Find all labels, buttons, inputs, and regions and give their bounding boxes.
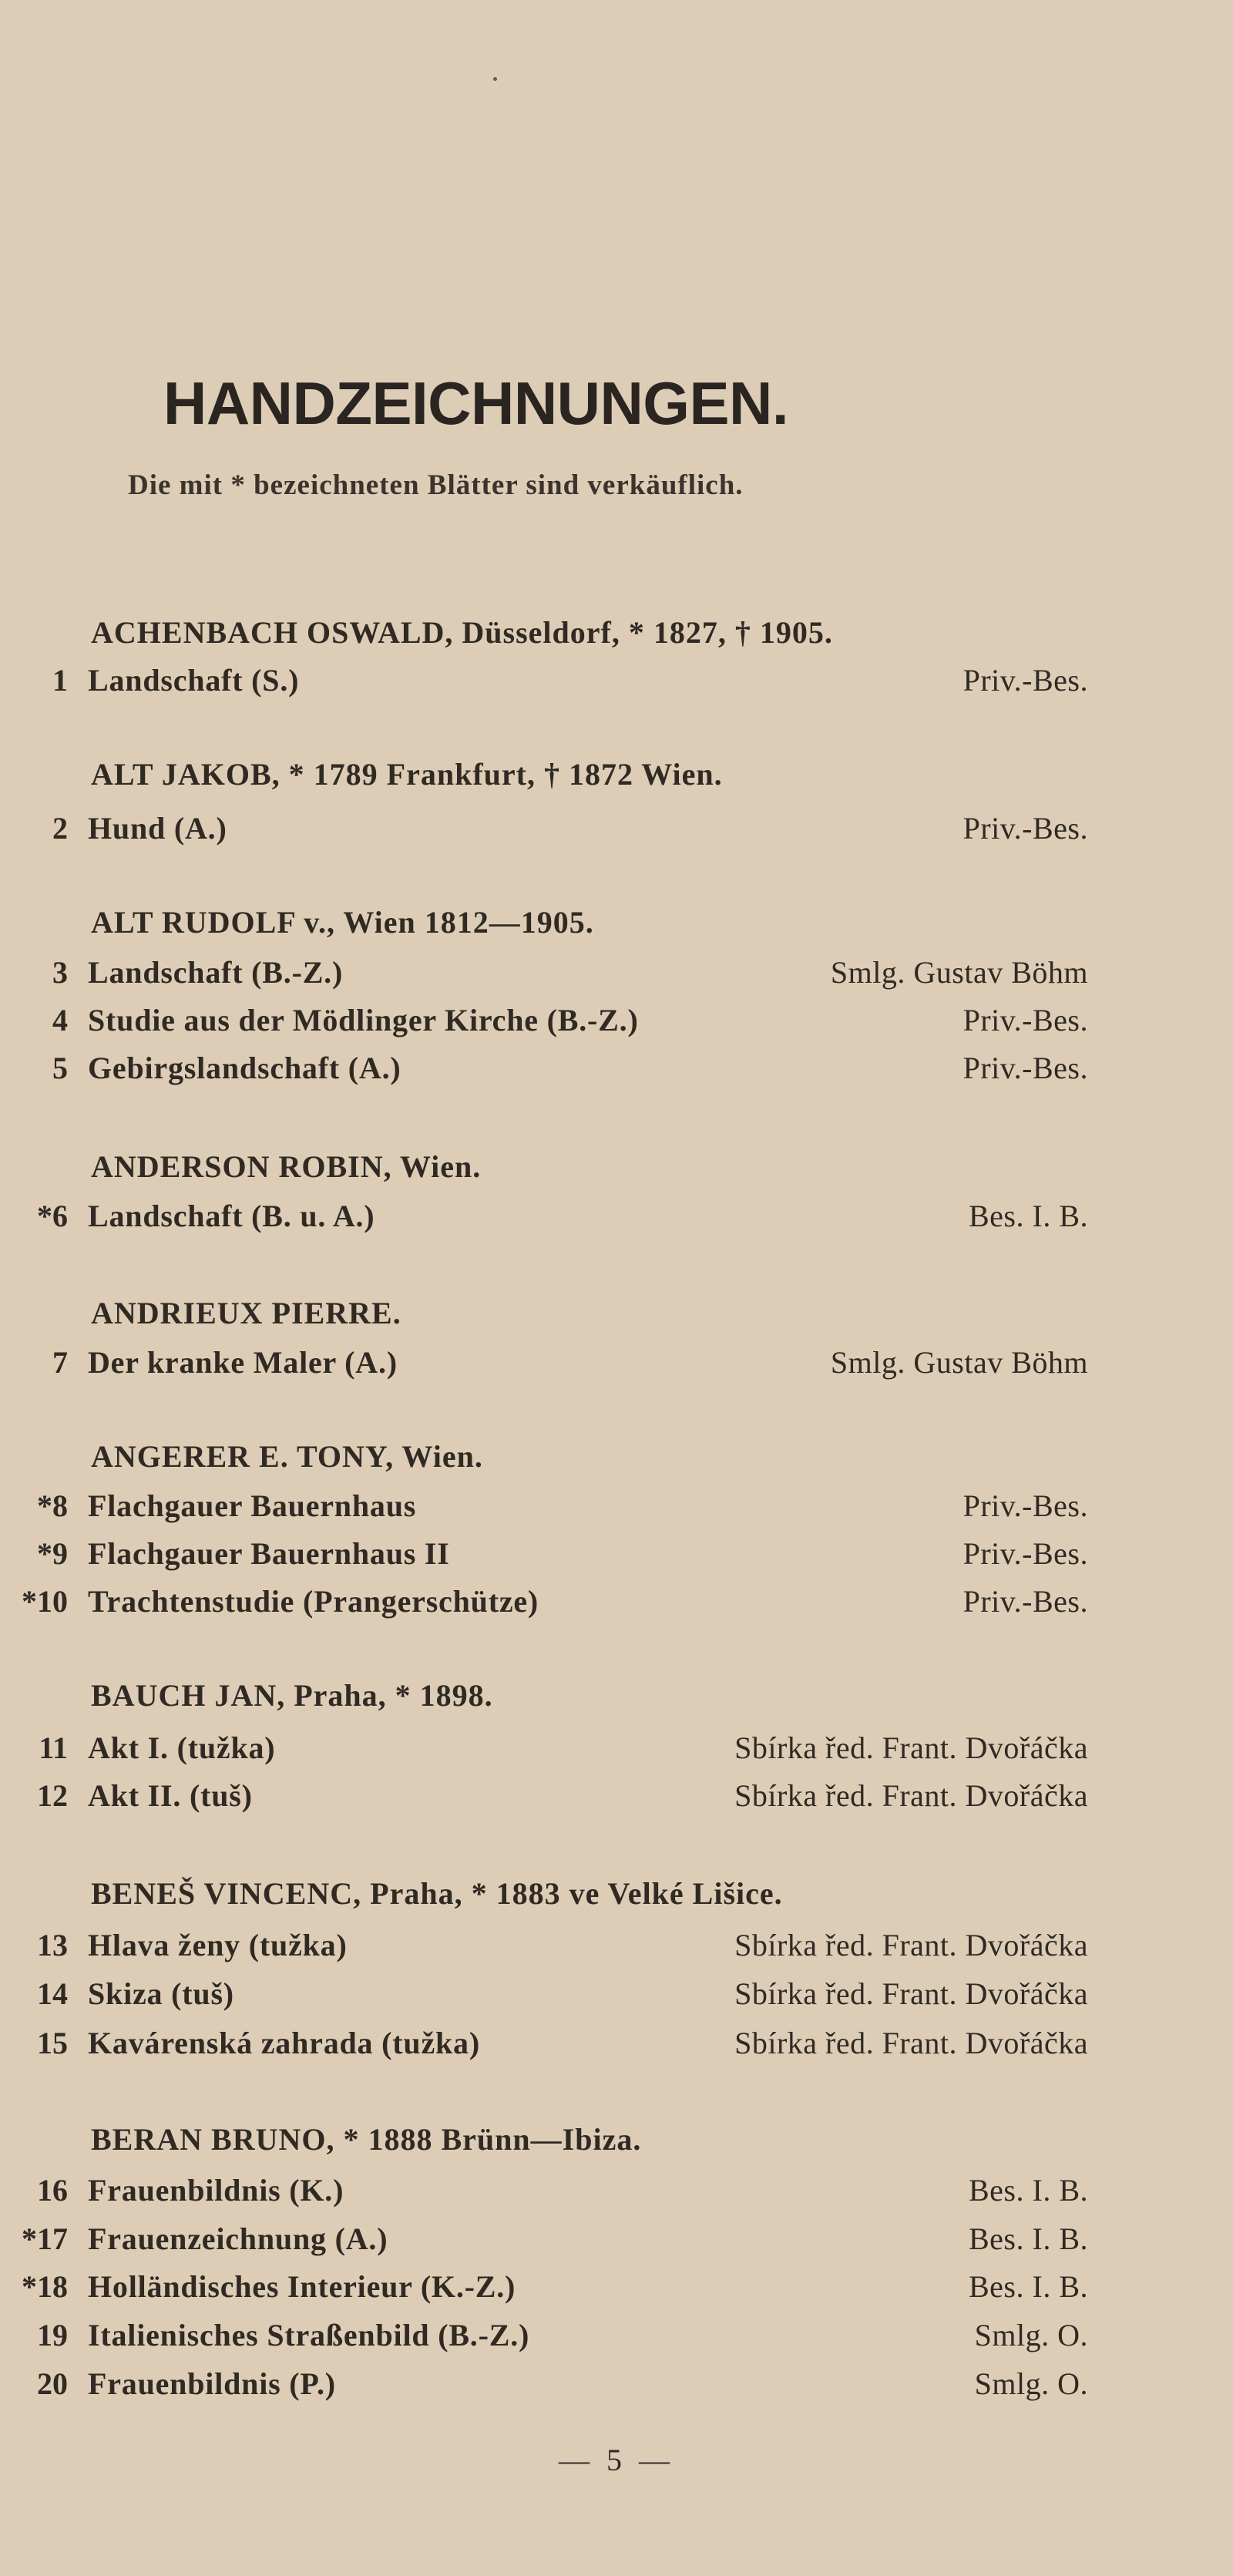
catalog-entry <box>0 2025 1233 2068</box>
entry-number: *6 <box>37 1199 68 1233</box>
entry-title: Flachgauer Bauernhaus II <box>88 1536 450 1571</box>
entry-number: 11 <box>39 1730 68 1765</box>
catalog-entry <box>0 1583 1233 1626</box>
entry-number: *10 <box>22 1584 68 1619</box>
entry-title: Frauenbildnis (K.) <box>88 2173 344 2208</box>
page-title: HANDZEICHNUNGEN. <box>163 369 788 437</box>
artist-heading: BENEŠ VINCENC, Praha, * 1883 ve Velké Lišice. <box>91 1876 783 1911</box>
page-number: — 5 — <box>559 2443 674 2477</box>
entry-number: 19 <box>37 2318 68 2352</box>
entry-title: Hund (A.) <box>88 811 227 846</box>
paper-speck <box>493 77 497 81</box>
catalog-entry <box>0 662 1233 705</box>
catalog-entry <box>0 2268 1233 2312</box>
entry-title: Frauenzeichnung (A.) <box>88 2221 388 2256</box>
entry-number: 5 <box>52 1051 68 1085</box>
catalog-entry <box>0 1535 1233 1579</box>
catalog-entry <box>0 1730 1233 1773</box>
entry-title: Italienisches Straßenbild (B.-Z.) <box>88 2318 530 2352</box>
entry-number: 1 <box>52 663 68 698</box>
entry-title: Skiza (tuš) <box>88 1976 234 2011</box>
entry-owner: Sbírka řed. Frant. Dvořáčka <box>734 1976 1088 2011</box>
catalog-entry <box>0 1344 1233 1387</box>
entry-number: 7 <box>52 1345 68 1380</box>
entry-title: Akt I. (tužka) <box>88 1730 276 1765</box>
entry-owner: Bes. I. B. <box>969 2173 1088 2208</box>
entry-owner: Smlg. O. <box>974 2318 1088 2352</box>
entry-owner: Priv.-Bes. <box>963 1051 1088 1085</box>
artist-heading: ANDRIEUX PIERRE. <box>91 1296 401 1330</box>
entry-title: Landschaft (B.-Z.) <box>88 955 344 990</box>
entry-title: Holländisches Interieur (K.-Z.) <box>88 2269 516 2304</box>
entry-owner: Smlg. Gustav Böhm <box>830 955 1088 990</box>
entry-title: Studie aus der Mödlinger Kirche (B.-Z.) <box>88 1003 639 1037</box>
entry-title: Trachtenstudie (Prangerschütze) <box>88 1584 539 1619</box>
entry-number: 14 <box>37 1976 68 2011</box>
entry-owner: Priv.-Bes. <box>963 663 1088 698</box>
catalog-entry <box>0 1927 1233 1970</box>
entry-number: 12 <box>37 1778 68 1813</box>
entry-owner: Sbírka řed. Frant. Dvořáčka <box>734 1928 1088 1962</box>
entry-title: Landschaft (B. u. A.) <box>88 1199 375 1233</box>
entry-title: Frauenbildnis (P.) <box>88 2366 336 2401</box>
subtitle: Die mit * bezeichneten Blätter sind verkäuflich. <box>128 469 744 501</box>
entry-number: *17 <box>22 2221 68 2256</box>
artist-heading: ALT JAKOB, * 1789 Frankfurt, † 1872 Wien. <box>91 757 723 792</box>
entry-title: Akt II. (tuš) <box>88 1778 253 1813</box>
catalog-entry <box>0 1777 1233 1821</box>
entry-owner: Bes. I. B. <box>969 2269 1088 2304</box>
entry-title: Landschaft (S.) <box>88 663 300 698</box>
catalog-entry <box>0 1198 1233 1241</box>
artist-heading: BERAN BRUNO, * 1888 Brünn—Ibiza. <box>91 2122 642 2157</box>
entry-number: *8 <box>37 1488 68 1523</box>
entry-number: *18 <box>22 2269 68 2304</box>
catalog-entry <box>0 1488 1233 1531</box>
catalog-entry <box>0 1976 1233 2019</box>
entry-number: 15 <box>37 2026 68 2060</box>
entry-owner: Priv.-Bes. <box>963 811 1088 846</box>
entry-owner: Priv.-Bes. <box>963 1536 1088 1571</box>
entry-title: Flachgauer Bauernhaus <box>88 1488 417 1523</box>
entry-owner: Sbírka řed. Frant. Dvořáčka <box>734 1730 1088 1765</box>
entry-number: 4 <box>52 1003 68 1037</box>
entry-title: Gebirgslandschaft (A.) <box>88 1051 401 1085</box>
entry-owner: Smlg. O. <box>974 2366 1088 2401</box>
entry-title: Hlava ženy (tužka) <box>88 1928 348 1962</box>
entry-owner: Smlg. Gustav Böhm <box>830 1345 1088 1380</box>
catalog-entry <box>0 1050 1233 1093</box>
entry-title: Der kranke Maler (A.) <box>88 1345 398 1380</box>
artist-heading: ANDERSON ROBIN, Wien. <box>91 1149 482 1184</box>
catalog-entry <box>0 810 1233 853</box>
catalog-entry <box>0 2172 1233 2215</box>
entry-number: 3 <box>52 955 68 990</box>
entry-owner: Priv.-Bes. <box>963 1003 1088 1037</box>
entry-number: *9 <box>37 1536 68 1571</box>
entry-owner: Bes. I. B. <box>969 1199 1088 1233</box>
artist-heading: ACHENBACH OSWALD, Düsseldorf, * 1827, † 1905. <box>91 615 833 650</box>
catalog-entry <box>0 2366 1233 2409</box>
entry-number: 13 <box>37 1928 68 1962</box>
entry-number: 2 <box>52 811 68 846</box>
entry-owner: Priv.-Bes. <box>963 1488 1088 1523</box>
entry-number: 16 <box>37 2173 68 2208</box>
entry-number: 20 <box>37 2366 68 2401</box>
artist-heading: ANGERER E. TONY, Wien. <box>91 1439 483 1474</box>
catalog-entry <box>0 954 1233 997</box>
entry-owner: Sbírka řed. Frant. Dvořáčka <box>734 1778 1088 1813</box>
entry-owner: Sbírka řed. Frant. Dvořáčka <box>734 2026 1088 2060</box>
entry-title: Kavárenská zahrada (tužka) <box>88 2026 480 2060</box>
catalog-entry <box>0 1002 1233 1045</box>
artist-heading: BAUCH JAN, Praha, * 1898. <box>91 1678 493 1713</box>
catalog-entry <box>0 2221 1233 2264</box>
artist-heading: ALT RUDOLF v., Wien 1812—1905. <box>91 905 594 940</box>
catalog-entry <box>0 2317 1233 2360</box>
entry-owner: Bes. I. B. <box>969 2221 1088 2256</box>
entry-owner: Priv.-Bes. <box>963 1584 1088 1619</box>
